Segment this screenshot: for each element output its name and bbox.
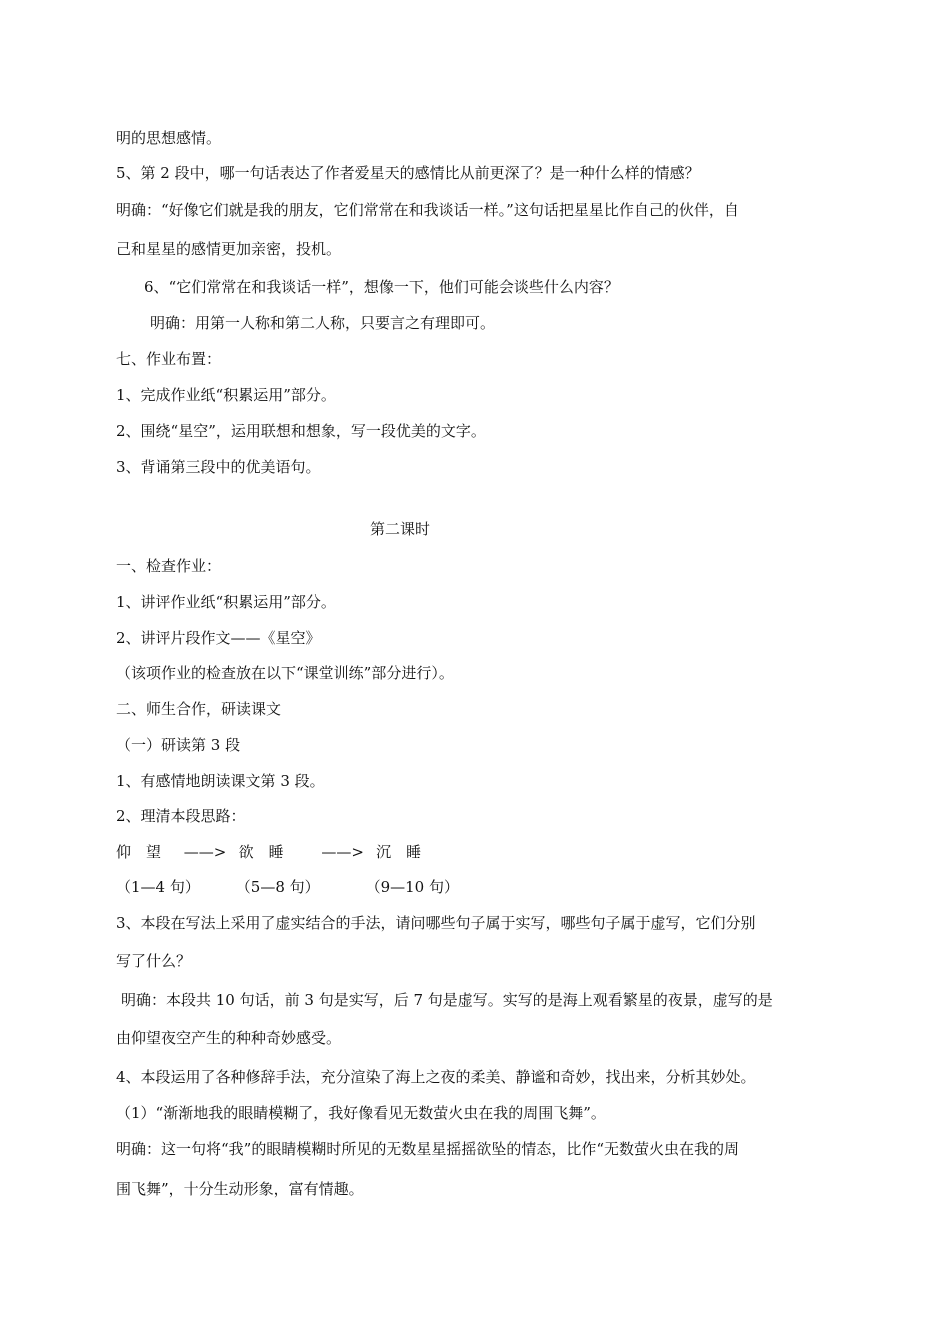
answer-3-line2: 由仰望夜空产生的种种奇妙感受。 (116, 1029, 342, 1047)
answer-4-line1: 明确：这一句将“我”的眼睛模糊时所见的无数星星摇摇欲坠的情态，比作“无数萤火虫在我的周 (116, 1140, 740, 1158)
lesson-title: 第二课时 (369, 520, 430, 538)
answer-4-line2: 围飞舞”，十分生动形象，富有情趣。 (116, 1180, 364, 1198)
flow-step-2: 欲 睡 (238, 843, 284, 861)
check-note: （该项作业的检查放在以下“课堂训练”部分进行）。 (116, 664, 454, 682)
flow-range-2: （5—8 句） (235, 878, 320, 896)
question-6: 6、“它们常常在和我谈话一样”，想像一下，他们可能会谈些什么内容？ (144, 278, 619, 296)
section-heading-study: 二、师生合作，研读课文 (116, 700, 282, 718)
flow-step-1: 仰 望 (116, 843, 162, 861)
answer-5-line2: 己和星星的感情更加亲密，投机。 (116, 240, 342, 258)
study-item-1: 1、有感情地朗读课文第 3 段。 (116, 772, 325, 790)
quote-1: （1）“渐渐地我的眼睛模糊了，我好像看见无数萤火虫在我的周围飞舞”。 (116, 1104, 606, 1122)
answer-6: 明确：用第一人称和第二人称，只要言之有理即可。 (150, 314, 496, 332)
study-item-3-line2: 写了什么？ (116, 952, 192, 970)
flow-step-3: 沉 睡 (376, 843, 422, 861)
answer-5-line1: 明确：“好像它们就是我的朋友，它们常常在和我谈话一样。”这句话把星星比作自己的伙伴，自 (116, 201, 739, 219)
thought-flow-ranges (116, 877, 459, 897)
flow-arrow-2: ——> (321, 843, 364, 861)
check-item-2: 2、讲评片段作文——《星空》 (116, 629, 321, 647)
answer-3-line1: 明确：本段共 10 句话，前 3 句是实写，后 7 句是虚写。实写的是海上观看繁星的夜景，虚写的是 (121, 991, 773, 1009)
subsection-heading: （一）研读第 3 段 (116, 736, 241, 754)
flow-arrow-1: ——> (183, 843, 227, 861)
homework-item-2: 2、围绕“星空”，运用联想和想象，写一段优美的文字。 (116, 422, 486, 440)
check-item-1: 1、讲评作业纸“积累运用”部分。 (116, 593, 336, 611)
section-heading-check: 一、检查作业： (116, 557, 222, 575)
study-item-2: 2、理清本段思路： (116, 807, 246, 825)
homework-item-1: 1、完成作业纸“积累运用”部分。 (116, 386, 336, 404)
study-item-3-line1: 3、本段在写法上采用了虚实结合的手法，请问哪些句子属于实写，哪些句子属于虚写，它们分别 (116, 914, 756, 932)
question-5: 5、第 2 段中，哪一句话表达了作者爱星天的感情比从前更深了？是一种什么样的情感？ (116, 164, 700, 182)
flow-range-3: （9—10 句） (365, 878, 459, 896)
paragraph-line: 明的思想感情。 (116, 129, 222, 147)
thought-flow (116, 842, 421, 862)
homework-item-3: 3、背诵第三段中的优美语句。 (116, 458, 321, 476)
flow-range-1: （1—4 句） (116, 878, 200, 896)
study-item-4: 4、本段运用了各种修辞手法，充分渲染了海上之夜的柔美、静谧和奇妙，找出来，分析其妙处。 (116, 1068, 756, 1086)
section-heading-homework: 七、作业布置： (116, 350, 222, 368)
